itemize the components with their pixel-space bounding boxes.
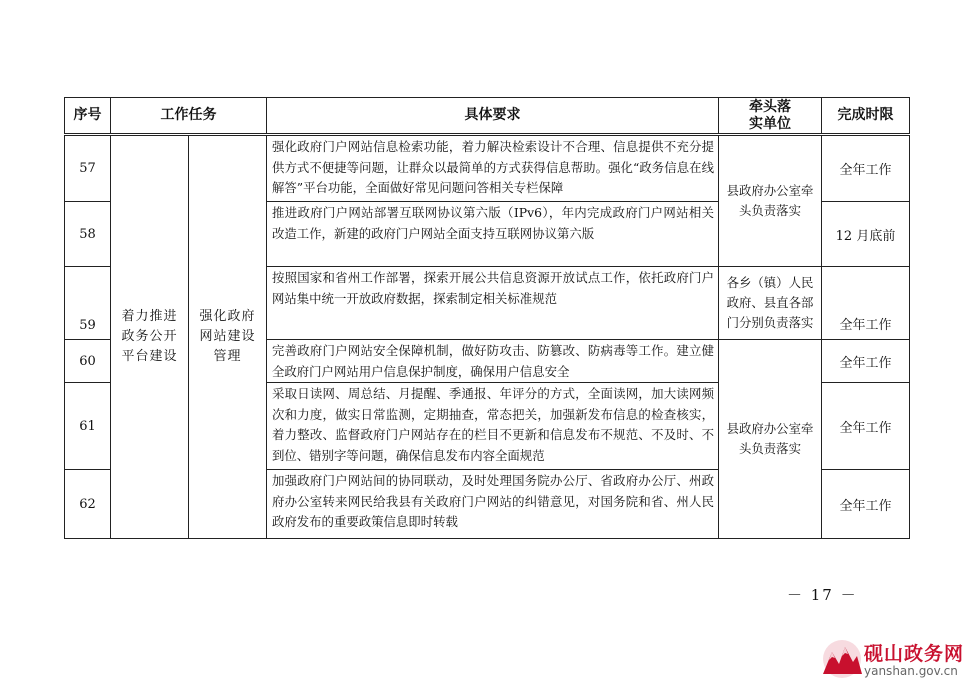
row-number: 58	[65, 202, 111, 267]
deadline-cell: 全年工作	[822, 267, 910, 340]
table-row	[65, 135, 910, 202]
row-number: 62	[65, 470, 111, 539]
watermark-url: yanshan.gov.cn	[864, 664, 958, 678]
owner-cell: 县政府办公室牵头负责落实	[719, 340, 822, 539]
requirement-cell: 推进政府门户网站部署互联网协议第六版（IPv6），年内完成政府门户网站相关改造工作，新建的政府门户网站全面支持互联网协议第六版	[267, 202, 719, 267]
row-number: 60	[65, 340, 111, 383]
requirement-cell: 加强政府门户网站间的协同联动，及时处理国务院办公厅、省政府办公厅、州政府办公室转来网民给我县有关政府门户网站的纠错意见，对国务院和省、州人民政府发布的重要政策信息即时转载	[267, 470, 719, 539]
watermark-name: 砚山政务网	[864, 643, 965, 665]
row-number: 59	[65, 267, 111, 340]
watermark-logo[interactable]	[820, 638, 970, 686]
header-row	[65, 98, 910, 135]
deadline-cell: 全年工作	[822, 135, 910, 202]
header-owner	[719, 98, 822, 135]
row-number: 61	[65, 383, 111, 470]
header-owner-text: 牵头落实单位	[748, 98, 791, 132]
task-main-cell	[111, 135, 189, 539]
deadline-cell: 12 月底前	[822, 202, 910, 267]
requirement-cell: 完善政府门户网站安全保障机制，做好防攻击、防篡改、防病毒等工作。建立健全政府门户网站用户信息保护制度，确保用户信息安全	[267, 340, 719, 383]
page-number: － 17 －	[787, 586, 858, 604]
deadline-cell: 全年工作	[822, 470, 910, 539]
header-no: 序号	[65, 98, 111, 135]
mountain-logo-icon	[820, 638, 864, 680]
header-task: 工作任务	[111, 98, 267, 135]
row-number: 57	[65, 135, 111, 202]
requirement-cell: 采取日读网、周总结、月提醒、季通报、年评分的方式，全面读网，加大读网频次和力度，做实日常监测，定期抽查，常态把关，加强新发布信息的检查核实，着力整改、监督政府门户网站存在的栏目不更新和信息发布不规范、不及时、不到位、错别字等问题，确保信息发布内容全面规范	[267, 383, 719, 470]
requirement-cell: 按照国家和省州工作部署，探索开展公共信息资源开放试点工作，依托政府门户网站集中统一开放政府数据，探索制定相关标准规范	[267, 267, 719, 340]
header-requirement: 具体要求	[267, 98, 719, 135]
requirement-cell: 强化政府门户网站信息检索功能，着力解决检索设计不合理、信息提供不充分提供方式不便捷等问题，让群众以最简单的方式获得信息帮助。强化“政务信息在线解答”平台功能，全面做好常见问题问答相关专栏保障	[267, 135, 719, 202]
owner-cell: 县政府办公室牵头负责落实	[719, 135, 822, 267]
header-deadline: 完成时限	[822, 98, 910, 135]
work-task-table	[64, 97, 910, 539]
task-sub-text: 强化政府网站建设管理	[199, 309, 256, 364]
task-main-text: 着力推进政务公开平台建设	[121, 309, 178, 364]
deadline-cell: 全年工作	[822, 340, 910, 383]
task-sub-cell	[189, 135, 267, 539]
owner-cell: 各乡（镇）人民政府、县直各部门分别负责落实	[719, 267, 822, 340]
deadline-cell: 全年工作	[822, 383, 910, 470]
